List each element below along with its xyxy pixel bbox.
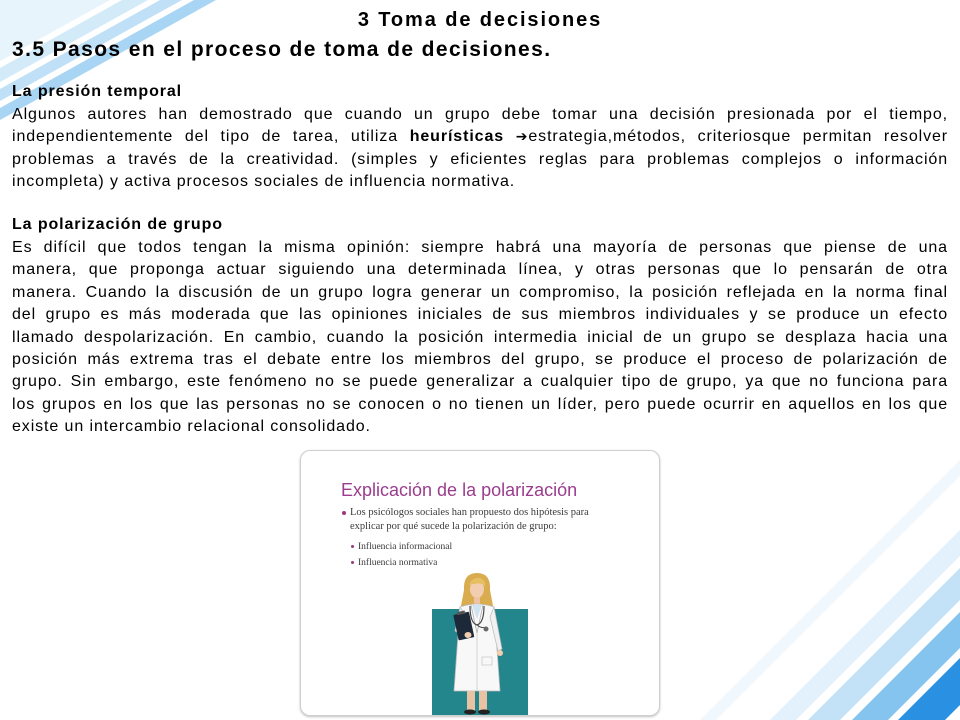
paragraph-line: Es difícil que todos tengan la misma opinión: siempre habrá una mayoría de personas que piense de una [12, 239, 948, 256]
figure-title: Explicación de la polarización [341, 480, 578, 500]
paragraph-line: Algunos autores han demostrado que cuando un grupo debe tomar una decisión presionada por el tiempo, [12, 106, 948, 123]
paragraph-line: grupo. Sin embargo, este fenómeno no se puede generalizar a cualquier tipo de grupo, ya que no funciona para [12, 373, 948, 391]
paragraph-line: llamado despolarización. En cambio, cuando la posición intermedia inicial de un grupo se desplaza hacia una [12, 328, 948, 346]
section-heading: La presión temporal [12, 83, 183, 100]
section-heading: La polarización de grupo [12, 216, 223, 233]
slide-title: 3 Toma de decisiones [357, 9, 603, 31]
figure-bullet-line: explicar por qué sucede la polarización de grupo: [350, 521, 557, 532]
sub-bullet-text: Influencia informacional [358, 542, 453, 552]
paragraph-line: manera. Cuando la discusión de un grupo logra generar un compromiso, la posición reflejada en la norma final [12, 283, 948, 301]
line-text: independientemente del tipo de tarea, utiliza [12, 128, 410, 146]
paragraph-line [12, 126, 948, 148]
doctor-with-clipboard-icon [420, 569, 540, 715]
figure-sub-bullet [358, 539, 452, 555]
figure-bullet [350, 506, 640, 534]
paragraph-line: posición más extrema tras el debate entre los miembros del grupo, se produce el proceso de polarización de [12, 350, 948, 368]
line-text: estrategia,métodos, criteriosque permitan resolver [528, 128, 949, 146]
bullet-icon [351, 545, 354, 548]
bullet-icon [342, 511, 346, 515]
bullet-icon [351, 561, 354, 564]
sub-bullet-text: Influencia normativa [358, 558, 438, 568]
paragraph-line: manera, que proponga actuar siguiendo una determinada línea, y otras personas que lo pensarán de otra [12, 261, 948, 279]
paragraph-line: problemas a través de la creatividad. (simples y eficientes reglas para problemas complejos o información [12, 150, 948, 168]
paragraph-line: incompleta) y activa procesos sociales de influencia normativa. [12, 173, 516, 191]
figure-bullet-line: Los psicólogos sociales han propuesto dos hipótesis para [350, 507, 589, 518]
section-paragraph [12, 237, 948, 439]
bottom-right-stripes [700, 460, 960, 720]
section-paragraph [12, 104, 948, 194]
arrow-icon: ➔ [515, 129, 529, 146]
paragraph-line: existe un intercambio relacional consolidado. [12, 418, 371, 436]
key-term: heurísticas [409, 128, 516, 146]
polarization-figure [300, 450, 660, 716]
paragraph-line: del grupo es más moderada que las opiniones iniciales de sus miembros individuales y se produce un efecto [12, 306, 948, 324]
paragraph-line: los grupos en los que las personas no se conocen o no tienen un líder, pero puede ocurrir en aquellos en los que [12, 395, 948, 413]
slide-subtitle: 3.5 Pasos en el proceso de toma de decisiones. [12, 38, 552, 61]
